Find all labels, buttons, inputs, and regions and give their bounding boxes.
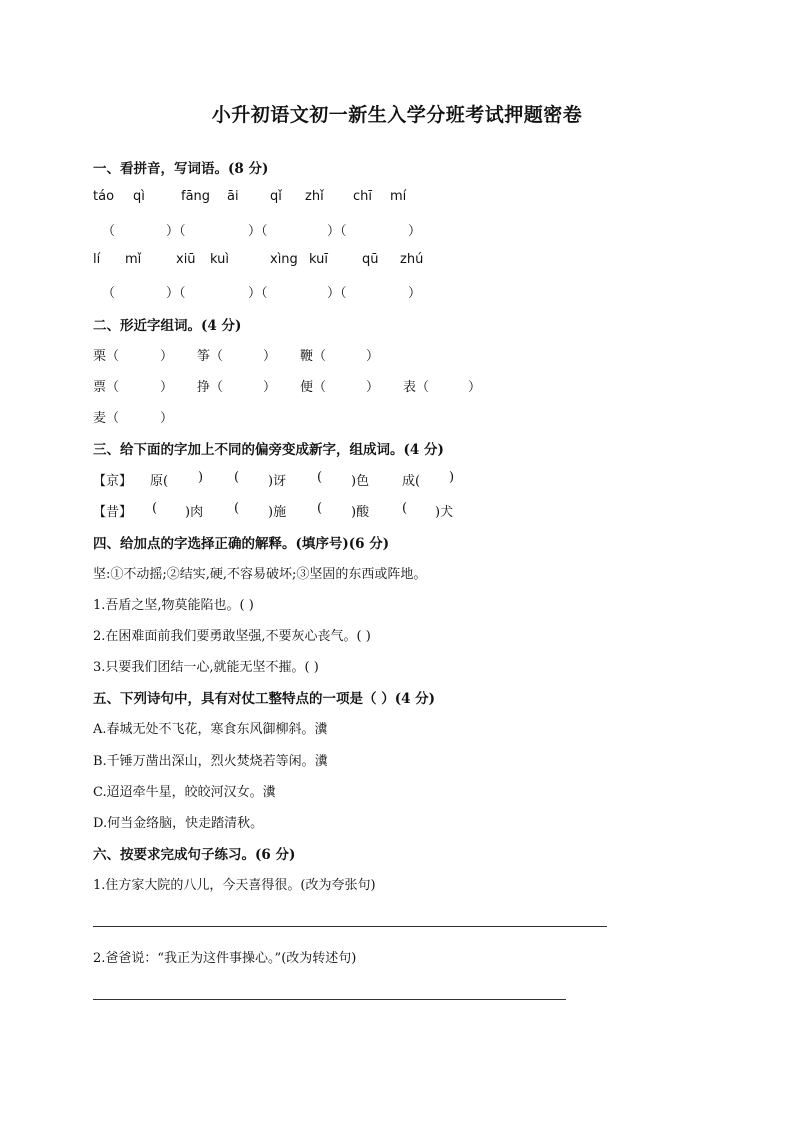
section-6-heading: 六、按要求完成句子练习。(6 分) (93, 847, 296, 863)
word-blank[interactable]: ( (317, 470, 323, 485)
word-blank[interactable]: )色 (351, 474, 370, 489)
option-b[interactable] (93, 750, 328, 769)
paren[interactable]: ）（ (327, 224, 347, 239)
question-4-2[interactable]: 2.在困难面前我们要勇敢坚强,不要灰心丧气。( ) (93, 629, 371, 644)
word-blank[interactable]: ) (449, 470, 455, 485)
pinyin: kuì (210, 252, 229, 267)
paren[interactable]: ）（ (327, 286, 347, 301)
paren[interactable]: ） (263, 349, 277, 364)
paren: ） (408, 224, 422, 239)
section-4-heading: 四、给加点的字选择正确的解释。(填序号)(6 分) (93, 536, 390, 552)
option-b-text: B.千锤万凿出深山，烈火焚烧若等闲。 (93, 754, 315, 769)
pinyin: qū (362, 252, 379, 267)
pinyin: zhǐ (305, 189, 324, 204)
char-prompt: 筝（ (197, 349, 224, 364)
word-blank[interactable]: ( (234, 470, 240, 485)
paren[interactable]: ） (160, 411, 174, 426)
option-d-text: D.何当金络脑，快走踏清秋。 (93, 816, 264, 831)
paren[interactable]: ） (160, 380, 174, 395)
char-prompt: 票（ (93, 380, 120, 395)
char-prompt: 鞭（ (300, 349, 327, 364)
pinyin: āi (227, 189, 239, 204)
stray-mark: 瀵 (314, 722, 328, 737)
option-d[interactable] (93, 812, 263, 831)
option-c[interactable] (93, 781, 276, 800)
paren[interactable]: ）（ (248, 286, 268, 301)
stray-mark: 瀵 (262, 785, 276, 800)
question-4-3[interactable]: 3.只要我们团结一心,就能无坚不摧。( ) (93, 660, 319, 675)
option-a-text: A.春城无处不飞花，寒食东风御柳斜。 (93, 722, 315, 737)
word-blank[interactable]: 原( (150, 474, 169, 489)
paren[interactable]: ） (263, 380, 277, 395)
pinyin: mǐ (125, 252, 142, 267)
paren: ） (408, 286, 422, 301)
base-char-label: 【昔】 (93, 505, 133, 520)
question-4-1[interactable]: 1.吾盾之坚,物莫能陷也。( ) (93, 598, 254, 613)
section-3-heading: 三、给下面的字加上不同的偏旁变成新字，组成词。(4 分) (93, 442, 444, 458)
stray-mark: 瀵 (314, 754, 328, 769)
paren[interactable]: ）（ (166, 224, 186, 239)
pinyin: fāng (181, 189, 211, 204)
paren: （ (102, 224, 116, 239)
paren[interactable]: ） (366, 380, 380, 395)
paren[interactable]: ）（ (166, 286, 186, 301)
pinyin: mí (390, 189, 407, 204)
paren[interactable]: ） (366, 349, 380, 364)
word-blank[interactable]: )施 (268, 505, 287, 520)
pinyin: lí (93, 252, 101, 267)
pinyin: táo (93, 189, 115, 204)
pinyin: xiū (176, 252, 196, 267)
answer-line-6-1[interactable] (93, 926, 607, 927)
base-char-label: 【京】 (93, 474, 133, 489)
pinyin: kuī (309, 252, 328, 267)
char-prompt: 挣（ (197, 380, 224, 395)
question-6-1: 1.住方家大院的八儿，今天喜得很。(改为夸张句) (93, 878, 376, 893)
char-prompt: 栗（ (93, 349, 120, 364)
word-blank[interactable]: )犬 (435, 505, 454, 520)
section-2-heading: 二、形近字组词。(4 分) (93, 318, 242, 334)
word-blank[interactable]: 成( (402, 474, 421, 489)
definition-text: 坚:①不动摇;②结实,硬,不容易破坏;③坚固的东西或阵地。 (93, 567, 427, 582)
word-blank[interactable]: )酸 (351, 505, 370, 520)
word-blank[interactable]: ( (234, 501, 240, 516)
section-5-heading: 五、下列诗句中，具有对仗工整特点的一项是（ ）(4 分) (93, 691, 436, 707)
section-1-heading: 一、看拼音，写词语。(8 分) (93, 161, 269, 177)
word-blank[interactable]: ( (402, 501, 408, 516)
word-blank[interactable]: )讶 (268, 474, 287, 489)
word-blank[interactable]: )肉 (185, 505, 204, 520)
pinyin: xìng (270, 252, 298, 267)
char-prompt: 麦（ (93, 411, 120, 426)
paren[interactable]: ） (468, 380, 482, 395)
word-blank[interactable]: ( (317, 501, 323, 516)
answer-line-6-2[interactable] (93, 999, 566, 1000)
pinyin: qǐ (270, 189, 282, 204)
word-blank[interactable]: ) (198, 470, 204, 485)
option-c-text: C.迢迢牵牛星，皎皎河汉女。 (93, 785, 263, 800)
paren[interactable]: ）（ (248, 224, 268, 239)
pinyin: chī (353, 189, 372, 204)
char-prompt: 便（ (300, 380, 327, 395)
page-title: 小升初语文初一新生入学分班考试押题密卷 (211, 104, 583, 126)
question-6-2: 2.爸爸说：“我正为这件事操心。”(改为转述句) (93, 951, 357, 966)
pinyin: qì (133, 189, 145, 204)
char-prompt: 表（ (403, 380, 430, 395)
paren: （ (102, 286, 116, 301)
pinyin: zhú (400, 252, 424, 267)
paren[interactable]: ） (160, 349, 174, 364)
option-a[interactable] (93, 718, 328, 737)
word-blank[interactable]: ( (152, 501, 158, 516)
